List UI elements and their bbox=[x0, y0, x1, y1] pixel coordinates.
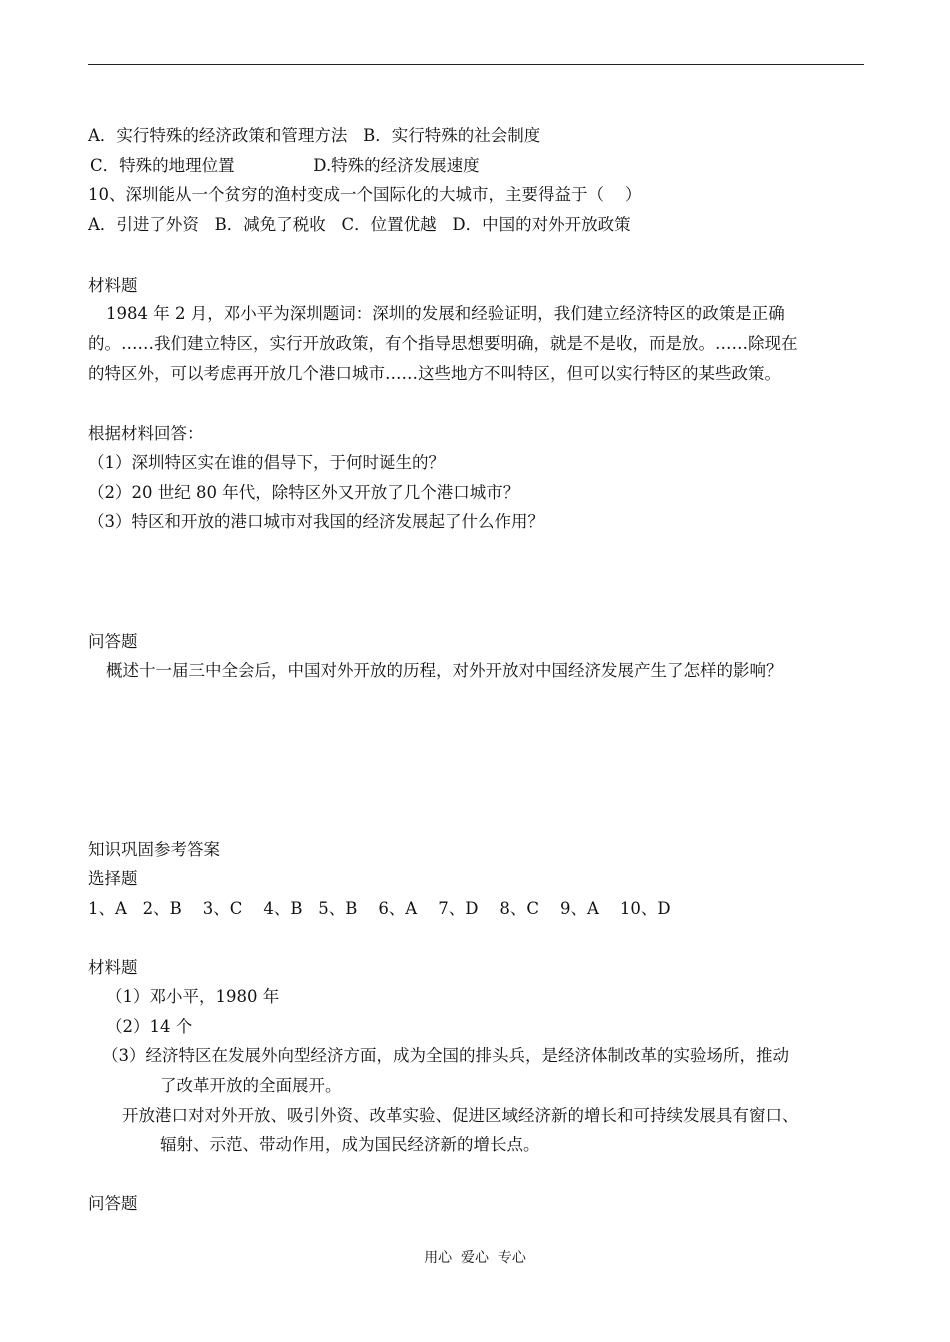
section-heading-material: 材料题 bbox=[88, 276, 138, 295]
material-answer-3-line-4: 辐射、示范、带动作用，成为国民经济新的增长点。 bbox=[160, 1135, 540, 1154]
sub-question-3: （3）特区和开放的港口城市对我国的经济发展起了什么作用？ bbox=[88, 512, 544, 531]
material-paragraph-line-1: 1984 年 2 月，邓小平为深圳题词：深圳的发展和经验证明，我们建立经济特区的政策是正确 bbox=[106, 304, 785, 323]
answer-heading-qa: 问答题 bbox=[88, 1194, 138, 1213]
material-answer-3-line-2: 了改革开放的全面展开。 bbox=[160, 1076, 342, 1095]
choice-answers: 1、A 2、B 3、C 4、B 5、B 6、A 7、D 8、C 9、A 10、D bbox=[88, 899, 671, 918]
material-answer-2: （2）14 个 bbox=[106, 1017, 193, 1036]
qa-question: 概述十一届三中全会后，中国对外开放的历程，对外开放对中国经济发展产生了怎样的影响？ bbox=[106, 661, 783, 680]
option-line-a-b: A．实行特殊的经济政策和管理方法 B．实行特殊的社会制度 bbox=[88, 126, 541, 145]
material-paragraph-line-3: 的特区外，可以考虑再开放几个港口城市……这些地方不叫特区，但可以实行特区的某些政策。 bbox=[88, 364, 781, 383]
sub-question-2: （2）20 世纪 80 年代，除特区外又开放了几个港口城市？ bbox=[88, 483, 520, 502]
material-answer-3-line-1: （3）经济特区在发展外向型经济方面，成为全国的排头兵，是经济体制改革的实验场所，推动 bbox=[102, 1046, 789, 1065]
header-rule bbox=[88, 64, 864, 65]
sub-question-1: （1）深圳特区实在谁的倡导下，于何时诞生的？ bbox=[88, 453, 445, 472]
answer-prompt: 根据材料回答： bbox=[88, 424, 204, 443]
material-answer-3-line-3: 开放港口对对外开放、吸引外资、改革实验、促进区域经济新的增长和可持续发展具有窗口、 bbox=[122, 1106, 799, 1125]
page-footer: 用心 爱心 专心 bbox=[424, 1250, 526, 1266]
material-paragraph-line-2: 的。……我们建立特区，实行开放政策，有个指导思想要明确，就是不是收，而是放。……除现在 bbox=[88, 334, 798, 353]
answer-key-title: 知识巩固参考答案 bbox=[88, 840, 220, 859]
question-10: 10、深圳能从一个贫穷的渔村变成一个国际化的大城市，主要得益于（ ） bbox=[88, 185, 642, 204]
material-answer-1: （1）邓小平，1980 年 bbox=[106, 987, 280, 1006]
option-line-c-d: C．特殊的地理位置 D.特殊的经济发展速度 bbox=[90, 156, 480, 175]
section-heading-qa: 问答题 bbox=[88, 632, 138, 651]
question-10-options: A．引进了外资 B．减免了税收 C．位置优越 D．中国的对外开放政策 bbox=[88, 215, 631, 234]
answer-heading-material: 材料题 bbox=[88, 958, 138, 977]
answer-heading-choice: 选择题 bbox=[88, 869, 138, 888]
